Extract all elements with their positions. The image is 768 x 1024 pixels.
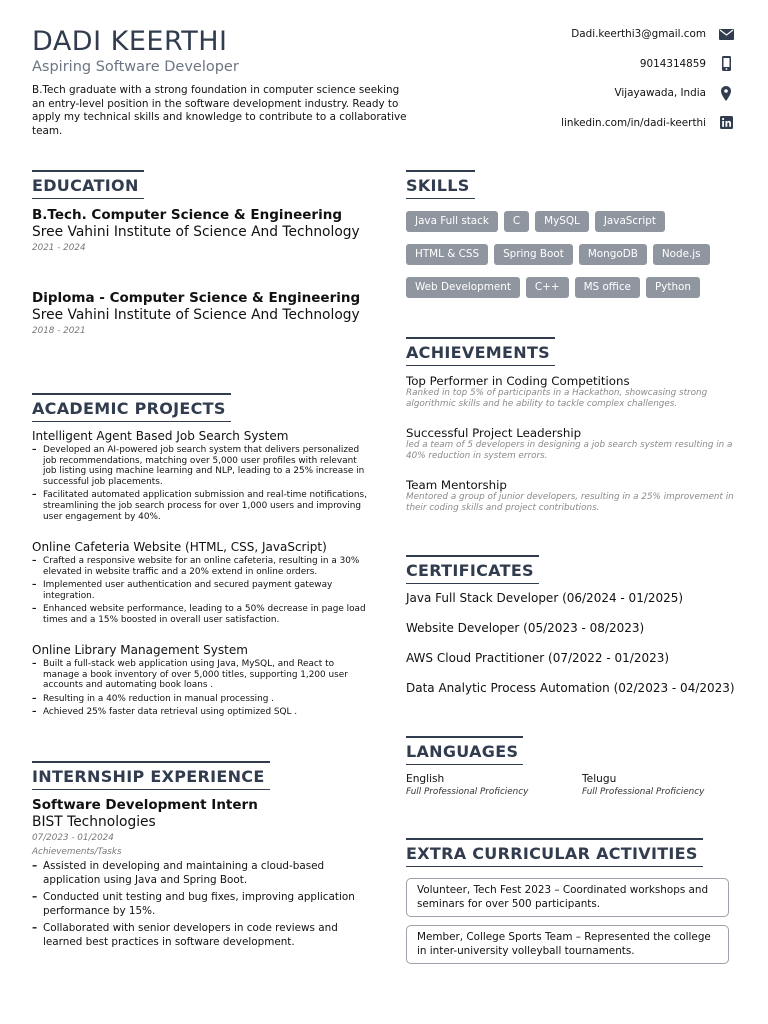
certificate-item: Java Full Stack Developer (06/2024 - 01/2025): [406, 591, 684, 605]
education-entry: [32, 207, 362, 253]
achievement-title: Top Performer in Coding Competitions: [406, 374, 630, 388]
project-title: Intelligent Agent Based Job Search System: [32, 429, 289, 443]
education-institute: Sree Vahini Institute of Science And Technology: [32, 307, 360, 323]
project-entry: [32, 643, 367, 721]
job-dates: 07/2023 - 01/2024: [32, 833, 114, 843]
phone-icon: [718, 56, 734, 72]
activity-card: Member, College Sports Team – Represented the college in inter-university volleyball tournaments.: [406, 925, 729, 964]
project-bullet: – Enhanced website performance, leading to a 50% decrease in page load times and a 15% boosted in overall user satisfaction.: [32, 604, 367, 625]
education-dates: 2021 - 2024: [32, 243, 86, 253]
project-bullet: – Crafted a responsive website for an online cafeteria, resulting in a 30% elevated in website traffic and a 20% extend in online orders.: [32, 556, 367, 577]
skill-chip: MS office: [575, 277, 640, 298]
achievement-desc: Mentored a group of junior developers, resulting in a 25% improvement in their coding skills and project contributions.: [406, 492, 734, 513]
certificate-item: Website Developer (05/2023 - 08/2023): [406, 621, 645, 635]
achievement-entry: [406, 426, 741, 461]
job-bullet: – Conducted unit testing and bug fixes, improving application performance by 15%.: [32, 891, 367, 918]
heading-internship-experience: INTERNSHIP EXPERIENCE: [32, 767, 265, 786]
education-institute: Sree Vahini Institute of Science And Technology: [32, 224, 360, 240]
heading-languages: LANGUAGES: [406, 742, 519, 761]
skill-chip: JavaScript: [595, 211, 665, 232]
project-bullets: [32, 659, 367, 718]
achievement-title: Team Mentorship: [406, 478, 507, 492]
envelope-icon: [718, 26, 734, 42]
skill-chip: HTML & CSS: [406, 244, 488, 265]
skill-chip: Java Full stack: [406, 211, 498, 232]
internship-entry: [32, 797, 367, 953]
contact-list: [434, 26, 734, 144]
candidate-name: DADI KEERTHI: [32, 26, 228, 57]
job-subheading: Achievements/Tasks: [32, 847, 122, 857]
location-text: Vijayawada, India: [614, 87, 706, 99]
contact-location: [434, 85, 734, 101]
language-level: Full Professional Proficiency: [406, 787, 529, 797]
skill-chip: MySQL: [535, 211, 589, 232]
achievement-entry: [406, 478, 741, 513]
project-entry: [32, 540, 367, 629]
certificate-item: Data Analytic Process Automation (02/2023 - 04/2023): [406, 681, 735, 695]
project-bullet: – Achieved 25% faster data retrieval using optimized SQL .: [32, 707, 367, 718]
project-bullet: – Developed an AI-powered job search system that delivers personalized job recommendations, matching over 5,000 user profiles with relevant job listing using machine learning and NLP, leading to a 25% increase in successful job placements.: [32, 445, 367, 487]
email-text[interactable]: Dadi.keerthi3@gmail.com: [571, 28, 706, 40]
language-entry: [582, 772, 704, 798]
heading-certificates: CERTIFICATES: [406, 561, 534, 580]
project-bullet: – Built a full-stack web application using Java, MySQL, and React to manage a book inventory of over 5,000 titles, supporting 1,200 user accounts and automating book loans .: [32, 659, 367, 691]
candidate-role: Aspiring Software Developer: [32, 59, 239, 75]
skill-chip: MongoDB: [579, 244, 647, 265]
language-level: Full Professional Proficiency: [582, 787, 705, 797]
location-pin-icon: [718, 85, 734, 101]
project-bullet: – Implemented user authentication and secured payment gateway integration.: [32, 580, 367, 601]
language-name: English: [406, 773, 445, 785]
heading-extra-curricular: EXTRA CURRICULAR ACTIVITIES: [406, 844, 698, 863]
achievement-desc: Ranked in top 5% of participants in a Hackathon, showcasing strong algorithmic skills and he ability to tackle complex challenges.: [406, 388, 708, 409]
education-degree: B.Tech. Computer Science & Engineering: [32, 207, 342, 223]
skill-chip: Web Development: [406, 277, 520, 298]
contact-email[interactable]: [434, 26, 734, 42]
phone-text[interactable]: 9014314859: [639, 57, 706, 70]
project-bullets: [32, 445, 367, 522]
profile-summary: B.Tech graduate with a strong foundation in computer science seeking an entry-level position in the software development industry. Ready to apply my technical skills and knowledge to contribute to a collaborative team.: [32, 84, 407, 137]
company-name: BIST Technologies: [32, 814, 156, 830]
education-entry: [32, 290, 362, 336]
contact-linkedin[interactable]: [434, 115, 734, 131]
heading-skills: SKILLS: [406, 176, 470, 195]
certificate-item: AWS Cloud Practitioner (07/2022 - 01/2023): [406, 651, 670, 665]
language-entry: [406, 772, 528, 798]
linkedin-icon: [718, 115, 734, 131]
education-degree: Diploma - Computer Science & Engineering: [32, 290, 361, 306]
job-bullets: [32, 860, 367, 949]
job-title: Software Development Intern: [32, 797, 258, 813]
skills-row: [406, 275, 736, 308]
heading-education: EDUCATION: [32, 176, 139, 195]
project-title: Online Library Management System: [32, 643, 248, 657]
skill-chip: Python: [646, 277, 700, 298]
skills-row: [406, 209, 736, 242]
linkedin-text[interactable]: linkedin.com/in/dadi-keerthi: [561, 116, 706, 129]
project-title: Online Cafeteria Website (HTML, CSS, JavaScript): [32, 540, 327, 554]
project-bullet: – Facilitated automated application submission and real-time notifications, streamlining the job search process for over 1,000 users and improving user engagement by 40%.: [32, 490, 367, 522]
skills-list: [406, 209, 736, 308]
skill-chip: C++: [526, 277, 569, 298]
skill-chip: C: [504, 211, 529, 232]
project-bullets: [32, 556, 367, 626]
education-dates: 2018 - 2021: [32, 326, 86, 336]
skill-chip: Node.js: [653, 244, 710, 265]
heading-achievements: ACHIEVEMENTS: [406, 343, 550, 362]
skills-row: [406, 242, 736, 275]
contact-phone[interactable]: [434, 56, 734, 72]
job-bullet: – Collaborated with senior developers in code reviews and learned best practices in software development.: [32, 922, 367, 949]
skill-chip: Spring Boot: [494, 244, 573, 265]
achievement-title: Successful Project Leadership: [406, 426, 582, 440]
achievement-entry: [406, 374, 741, 409]
job-bullet: – Assisted in developing and maintaining a cloud-based application using Java and Spring Boot.: [32, 860, 367, 887]
activity-card: Volunteer, Tech Fest 2023 – Coordinated workshops and seminars for over 500 participants.: [406, 878, 729, 917]
project-bullet: – Resulting in a 40% reduction in manual processing .: [32, 694, 367, 705]
project-entry: [32, 429, 367, 525]
language-name: Telugu: [582, 773, 617, 785]
heading-academic-projects: ACADEMIC PROJECTS: [32, 399, 226, 418]
achievement-desc: led a team of 5 developers in designing a job search system resulting in a 40% reduction in system errors.: [406, 440, 733, 461]
